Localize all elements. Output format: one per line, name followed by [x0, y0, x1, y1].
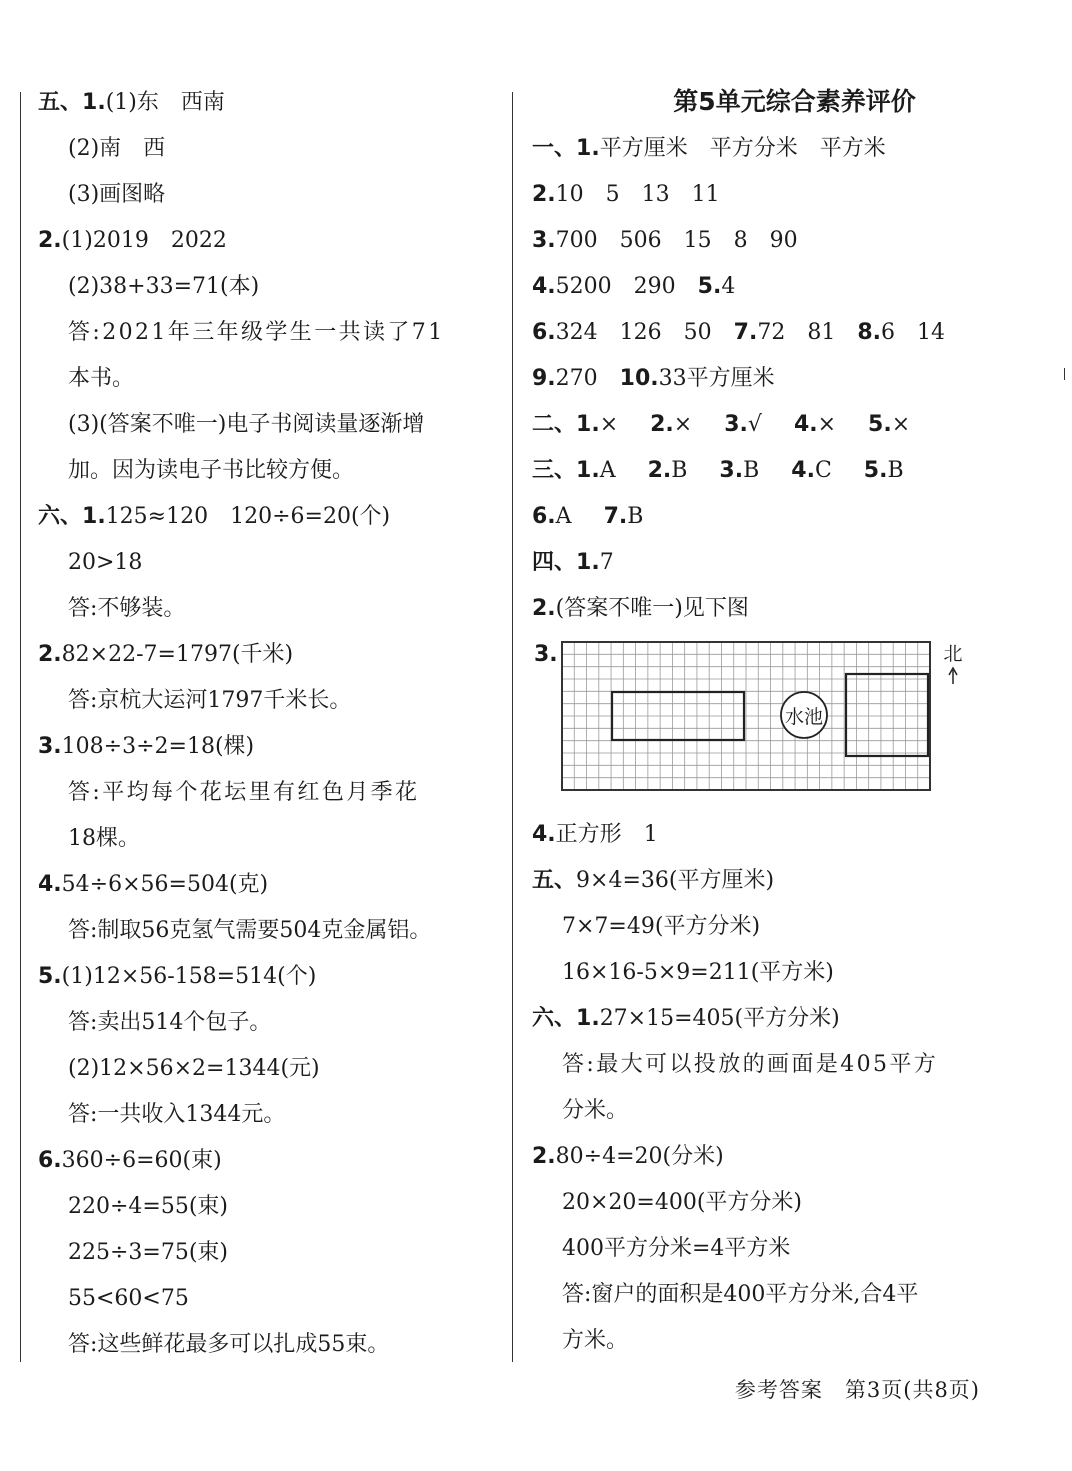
answer-line: 分米。 — [562, 1098, 629, 1123]
answer-line — [532, 858, 1057, 904]
question-number: 3. — [724, 412, 748, 437]
question-number: 2. — [650, 412, 674, 437]
unit-title: 第5单元综合素养评价 — [673, 87, 916, 116]
answer-text: 平方分米 — [709, 136, 798, 161]
answer-line: 答:制取56克氢气需要504克金属铝。 — [68, 918, 432, 943]
answer-text: 506 — [619, 228, 662, 253]
answer-line: 答:平均每个花坛里有红色月季花 — [68, 780, 420, 805]
answer-text: 324 — [555, 320, 598, 345]
answer-text: 360÷6=60(束) — [61, 1148, 222, 1173]
answer-text: 14 — [917, 320, 946, 345]
question-number: 7. — [733, 320, 758, 345]
grid-diagram — [560, 640, 980, 800]
answer-text: 290 — [633, 274, 676, 299]
edge-tick — [1064, 368, 1065, 380]
answer-text: 7 — [599, 550, 614, 575]
question-number: 2. — [38, 642, 62, 667]
answer-text: 120÷6=20(个) — [230, 504, 391, 529]
answer-text: A — [599, 458, 616, 483]
answer-text: 正方形 — [555, 822, 622, 847]
question-number: 3. — [38, 734, 62, 759]
answer-text: 81 — [807, 320, 836, 345]
answer-text: × — [817, 412, 837, 437]
answer-line: (3)(答案不唯一)电子书阅读量逐渐增 — [68, 412, 425, 437]
section-heading: 三、 — [532, 458, 577, 483]
question-number: 1. — [576, 458, 600, 483]
question-number: 3. — [719, 458, 744, 483]
answer-line: 16×16-5×9=211(平方米) — [562, 960, 834, 985]
answer-line — [38, 862, 493, 908]
answer-line: 220÷4=55(束) — [68, 1194, 229, 1219]
answer-text: 108÷3÷2=18(棵) — [61, 734, 255, 759]
answer-line — [38, 632, 493, 678]
answer-text: A — [555, 504, 572, 529]
answer-line — [532, 1134, 1057, 1180]
answer-text: (1)12×56-158=514(个) — [61, 964, 317, 989]
answer-text: (2)南 — [68, 136, 122, 161]
answer-line — [532, 218, 1057, 264]
answer-line: 答:京杭大运河1797千米长。 — [68, 688, 352, 713]
answer-text: C — [814, 458, 832, 483]
answer-text: 80÷4=20(分米) — [555, 1144, 724, 1169]
answer-line: 答:这些鲜花最多可以扎成55束。 — [68, 1332, 390, 1357]
answer-text: 西 — [143, 136, 166, 161]
question-number: 1. — [576, 1006, 600, 1031]
question-number: 3. — [532, 228, 556, 253]
answer-text: (答案不唯一)见下图 — [555, 596, 749, 621]
answer-line: (3)画图略 — [68, 182, 166, 207]
question-number: 5. — [38, 964, 62, 989]
answer-line: 20>18 — [68, 550, 143, 575]
answer-text: × — [599, 412, 619, 437]
pool-label: 水池 — [784, 706, 824, 728]
answer-text: 72 — [757, 320, 786, 345]
answer-line — [38, 80, 493, 126]
answer-text: 54÷6×56=504(克) — [61, 872, 269, 897]
question-number: 9. — [532, 366, 556, 391]
answer-line: 400平方分米=4平方米 — [562, 1236, 791, 1261]
answer-text: 126 — [619, 320, 662, 345]
answer-line — [38, 126, 493, 172]
page-footer: 参考答案 第3页(共8页) — [734, 1378, 980, 1402]
question-number: 2. — [532, 182, 556, 207]
answer-text: 1 — [643, 822, 658, 847]
north-label: 北 — [943, 643, 963, 665]
answer-text: × — [673, 412, 693, 437]
answer-text: B — [887, 458, 904, 483]
answer-line — [38, 954, 493, 1000]
answer-text: 2022 — [170, 228, 227, 253]
section-heading: 一、 — [532, 136, 577, 161]
answer-line — [532, 402, 1057, 448]
grid-diagram-row — [532, 632, 1057, 812]
question-number: 6. — [38, 1148, 62, 1173]
answer-line: 方米。 — [562, 1328, 629, 1353]
answer-line: 225÷3=75(束) — [68, 1240, 229, 1265]
question-number: 2. — [38, 228, 62, 253]
answer-line — [532, 494, 1057, 540]
answer-text: 平方厘米 — [599, 136, 688, 161]
question-number: 1. — [82, 90, 106, 115]
question-number: 6. — [532, 320, 556, 345]
answer-text: 125≈120 — [105, 504, 209, 529]
answer-line — [38, 218, 493, 264]
answer-text: 4 — [721, 274, 736, 299]
answer-line — [532, 586, 1057, 632]
grid-lines — [562, 642, 930, 790]
answer-line — [532, 996, 1057, 1042]
answer-text: B — [743, 458, 760, 483]
question-number: 7. — [603, 504, 628, 529]
answer-line: 加。因为读电子书比较方便。 — [68, 458, 355, 483]
answer-text: (1)2019 — [61, 228, 149, 253]
question-number: 10. — [619, 366, 659, 391]
answer-text: 5 — [605, 182, 620, 207]
question-number: 4. — [532, 274, 556, 299]
answer-text: 82×22-7=1797(千米) — [61, 642, 294, 667]
question-number: 2. — [647, 458, 672, 483]
answer-line: 答:窗户的面积是400平方分米,合4平 — [562, 1282, 919, 1307]
answer-text: B — [627, 504, 644, 529]
question-number: 4. — [791, 458, 815, 483]
answer-text: 90 — [769, 228, 798, 253]
answer-text: √ — [747, 412, 762, 437]
answer-line: (2)38+33=71(本) — [68, 274, 260, 299]
question-number: 8. — [857, 320, 882, 345]
answer-text: (1)东 — [105, 90, 159, 115]
question-number: 1. — [576, 136, 600, 161]
question-number: 5. — [697, 274, 722, 299]
answer-line: 答:一共收入1344元。 — [68, 1102, 286, 1127]
answer-text: 11 — [691, 182, 720, 207]
answer-line — [532, 172, 1057, 218]
answer-line — [532, 264, 1057, 310]
answer-text: B — [671, 458, 688, 483]
answer-text: 27×15=405(平方分米) — [599, 1006, 840, 1031]
question-number: 2. — [532, 596, 556, 621]
question-number: 6. — [532, 504, 556, 529]
section-heading: 六、 — [38, 504, 83, 529]
column-divider — [512, 92, 513, 1362]
answer-text: 15 — [683, 228, 712, 253]
answer-line: 7×7=49(平方分米) — [562, 914, 761, 939]
answer-text: 33平方厘米 — [658, 366, 775, 391]
answer-line — [532, 540, 1057, 586]
answer-text: 9×4=36(平方厘米) — [576, 868, 775, 893]
answer-text: 13 — [641, 182, 670, 207]
answer-line: 答:不够装。 — [68, 596, 186, 621]
section-heading: 五、 — [532, 868, 577, 893]
question-number: 5. — [863, 458, 888, 483]
answer-line: 答:卖出514个包子。 — [68, 1010, 272, 1035]
question-number: 4. — [793, 412, 818, 437]
question-number: 4. — [532, 822, 556, 847]
answer-line — [38, 724, 493, 770]
answer-line: 55<60<75 — [68, 1286, 189, 1311]
square-2 — [846, 674, 928, 756]
question-number: 1. — [576, 412, 600, 437]
question-number: 2. — [532, 1144, 556, 1169]
question-number: 4. — [38, 872, 62, 897]
answer-line: 答:2021年三年级学生一共读了71 — [68, 320, 445, 345]
question-number: 1. — [82, 504, 106, 529]
answer-line: (2)12×56×2=1344(元) — [68, 1056, 320, 1081]
question-number: 5. — [868, 412, 892, 437]
section-heading: 四、 — [532, 550, 577, 575]
answer-line: 18棵。 — [68, 826, 140, 851]
answer-text: 700 — [555, 228, 598, 253]
answer-line — [38, 494, 493, 540]
answer-line — [532, 126, 1057, 172]
left-margin-rule — [20, 92, 21, 1362]
question-number: 3. — [534, 642, 558, 667]
answer-text: 8 — [733, 228, 748, 253]
section-heading: 二、 — [532, 412, 577, 437]
section-heading: 六、 — [532, 1006, 577, 1031]
left-column — [38, 80, 493, 1368]
answer-text: 西南 — [180, 90, 225, 115]
question-number: 1. — [576, 550, 600, 575]
answer-line — [532, 812, 1057, 858]
answer-text: 平方米 — [819, 136, 886, 161]
answer-line — [532, 448, 1057, 494]
answer-text: 10 — [555, 182, 584, 207]
answer-line — [532, 356, 1057, 402]
answer-line: 答:最大可以投放的画面是405平方 — [562, 1052, 939, 1077]
answer-text: × — [891, 412, 911, 437]
answer-text: 5200 — [555, 274, 612, 299]
right-column — [532, 78, 1057, 1364]
answer-line: 本书。 — [68, 366, 135, 391]
answer-text: 270 — [555, 366, 598, 391]
answer-text: 6 — [881, 320, 896, 345]
answer-line: 20×20=400(平方分米) — [562, 1190, 803, 1215]
answer-line — [532, 310, 1057, 356]
answer-line — [38, 1138, 493, 1184]
section-heading: 五、 — [38, 90, 83, 115]
answer-text: 50 — [683, 320, 712, 345]
